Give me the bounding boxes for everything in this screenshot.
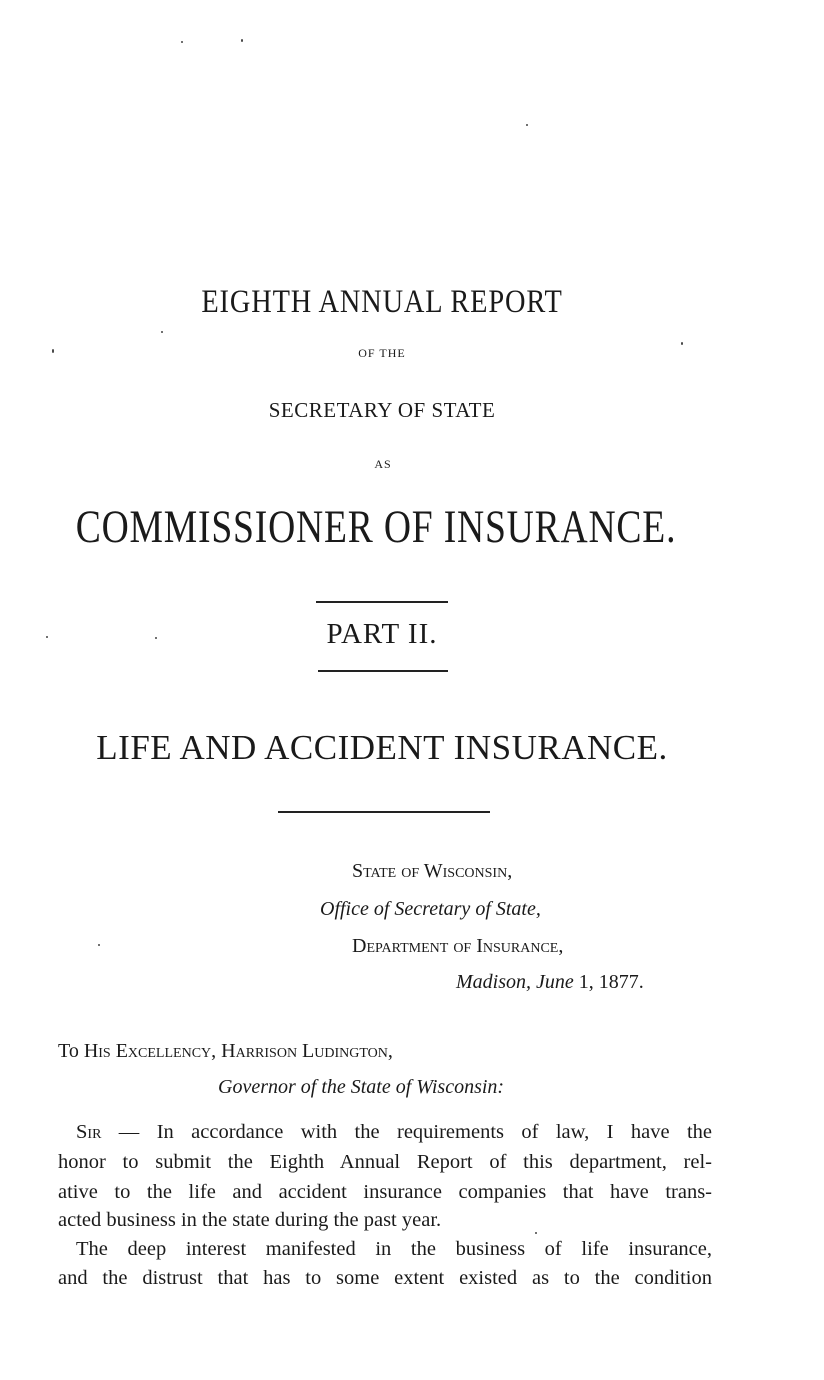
scan-speck — [181, 41, 183, 43]
report-office: COMMISSIONER OF INSURANCE. — [75, 501, 677, 553]
paragraph-2-line-2: and the distrust that has to some extent existed as to the condition — [58, 1267, 712, 1289]
paragraph-1-line-1-text: — In accordance with the requirements of law, I have the — [101, 1121, 712, 1143]
paragraph-1-line-1 — [76, 1121, 712, 1144]
salutation-to: To — [58, 1040, 84, 1062]
paragraph-2-line-1: The deep interest manifested in the business of life insurance, — [76, 1238, 712, 1260]
title-connector-of-the: OF THE — [358, 346, 406, 360]
address-month: June — [536, 971, 574, 993]
scan-speck — [241, 39, 243, 42]
paragraph-1-line-2: honor to submit the Eighth Annual Report of this department, rel- — [58, 1151, 712, 1173]
salutation-sir: Sir — [76, 1121, 102, 1143]
part-bottom-rule — [318, 670, 448, 672]
scan-speck — [526, 124, 528, 126]
address-department: Department of Insurance, — [352, 935, 564, 957]
scan-speck — [98, 944, 100, 946]
scan-speck — [681, 342, 683, 345]
part-heading: PART II. — [326, 618, 438, 650]
report-author: SECRETARY OF STATE — [268, 398, 496, 422]
address-office: Office of Secretary of State, — [320, 898, 541, 920]
paragraph-1-line-4: acted business in the state during the past year. — [58, 1209, 442, 1231]
address-date: 1, 1877. — [578, 971, 644, 993]
scan-speck — [535, 1232, 537, 1234]
paragraph-1-line-3: ative to the life and accident insurance companies that have trans- — [58, 1181, 712, 1203]
address-place: Madison, — [456, 971, 531, 993]
part-top-rule — [316, 601, 448, 603]
section-subject: LIFE AND ACCIDENT INSURANCE. — [96, 728, 668, 767]
scan-speck — [161, 331, 163, 333]
address-state: State of Wisconsin, — [352, 860, 513, 882]
title-connector-as: AS — [374, 457, 392, 471]
salutation-title: Governor of the State of Wisconsin: — [218, 1076, 505, 1098]
report-title: EIGHTH ANNUAL REPORT — [201, 284, 563, 320]
section-rule — [278, 811, 490, 813]
address-place-date — [456, 971, 644, 994]
salutation-name: His Excellency, Harrison Ludington, — [83, 1040, 393, 1062]
salutation-line — [58, 1040, 393, 1063]
